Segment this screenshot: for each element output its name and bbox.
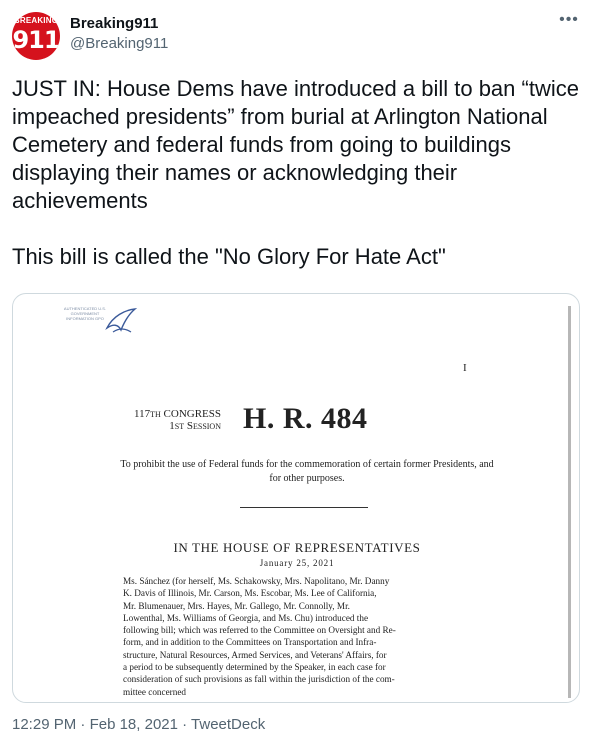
avatar-breaking-text: BREAKING — [13, 16, 59, 25]
gpo-seal — [63, 306, 143, 340]
bill-purpose: To prohibit the use of Federal funds for the commemoration of certain former Presidents, and for other purposes. — [120, 459, 494, 484]
bill-body-line: Lowenthal, Ms. Williams of Georgia, and Ms. Chu) introduced the — [123, 612, 369, 623]
bill-introduction — [123, 575, 485, 698]
bill-number: H. R. 484 — [243, 402, 368, 435]
page-number: I — [463, 362, 467, 374]
more-horizontal-icon[interactable]: ••• — [559, 11, 579, 28]
user-handle[interactable]: @Breaking911 — [70, 35, 169, 52]
tweet-timestamp — [12, 716, 265, 733]
divider — [240, 507, 368, 508]
avatar[interactable] — [12, 12, 60, 60]
congress-line: 117th CONGRESS — [134, 408, 221, 420]
avatar-911-text: 911 — [12, 26, 60, 54]
congress-session — [119, 408, 221, 432]
bill-body-line: form, and in addition to the Committees on Transportation and Infra- — [123, 637, 377, 648]
bill-body-line: consideration of such provisions as fall within the jurisdiction of the com- — [123, 674, 395, 685]
bill-body-line: Ms. Sánchez (for herself, Ms. Schakowsky, Mrs. Napolitano, Mr. Danny — [123, 576, 390, 586]
tweet-image[interactable] — [12, 293, 580, 703]
tweet-date[interactable]: Feb 18, 2021 — [89, 716, 178, 733]
bill-body-line: Mr. Blumenauer, Mrs. Hayes, Mr. Gallego, Mr. Connolly, Mr. — [123, 600, 350, 611]
tweet-text — [12, 75, 582, 271]
bill-date: January 25, 2021 — [259, 558, 335, 568]
tweet-time[interactable]: 12:29 PM — [12, 716, 77, 733]
bill-body-line: structure, Natural Resources, Armed Services, and Veterans' Affairs, for — [123, 649, 387, 660]
separator: · — [76, 716, 90, 733]
display-name[interactable]: Breaking911 — [70, 15, 159, 32]
page-edge — [568, 306, 571, 698]
separator: · — [177, 716, 192, 733]
bill-body-line: K. Davis of Illinois, Mr. Carson, Ms. Escobar, Ms. Lee of California, — [123, 588, 377, 599]
tweet-paragraph-2: This bill is called the "No Glory For Hate Act" — [12, 244, 446, 269]
tweet-paragraph-1: JUST IN: House Dems have introduced a bill to ban “twice impeached presidents” from burial at Arlington National Cemetery and federal funds from going to buildings displaying their names or acknowledging their achievements — [12, 76, 579, 213]
bill-body-line: mittee concerned — [123, 686, 187, 697]
bill-body-line: following bill; which was referred to the Committee on Oversight and Re- — [123, 625, 396, 636]
gpo-eagle-icon — [103, 306, 137, 336]
tweet-source[interactable]: TweetDeck — [191, 716, 266, 733]
gpo-seal-text: AUTHENTICATED U.S. GOVERNMENT INFORMATION GPO — [63, 306, 107, 321]
bill-body-line: a period to be subsequently determined by the Speaker, in each case for — [123, 662, 386, 673]
house-title: IN THE HOUSE OF REPRESENTATIVES — [173, 540, 421, 555]
session-line: 1st Session — [169, 420, 221, 432]
bill-document — [17, 298, 573, 698]
